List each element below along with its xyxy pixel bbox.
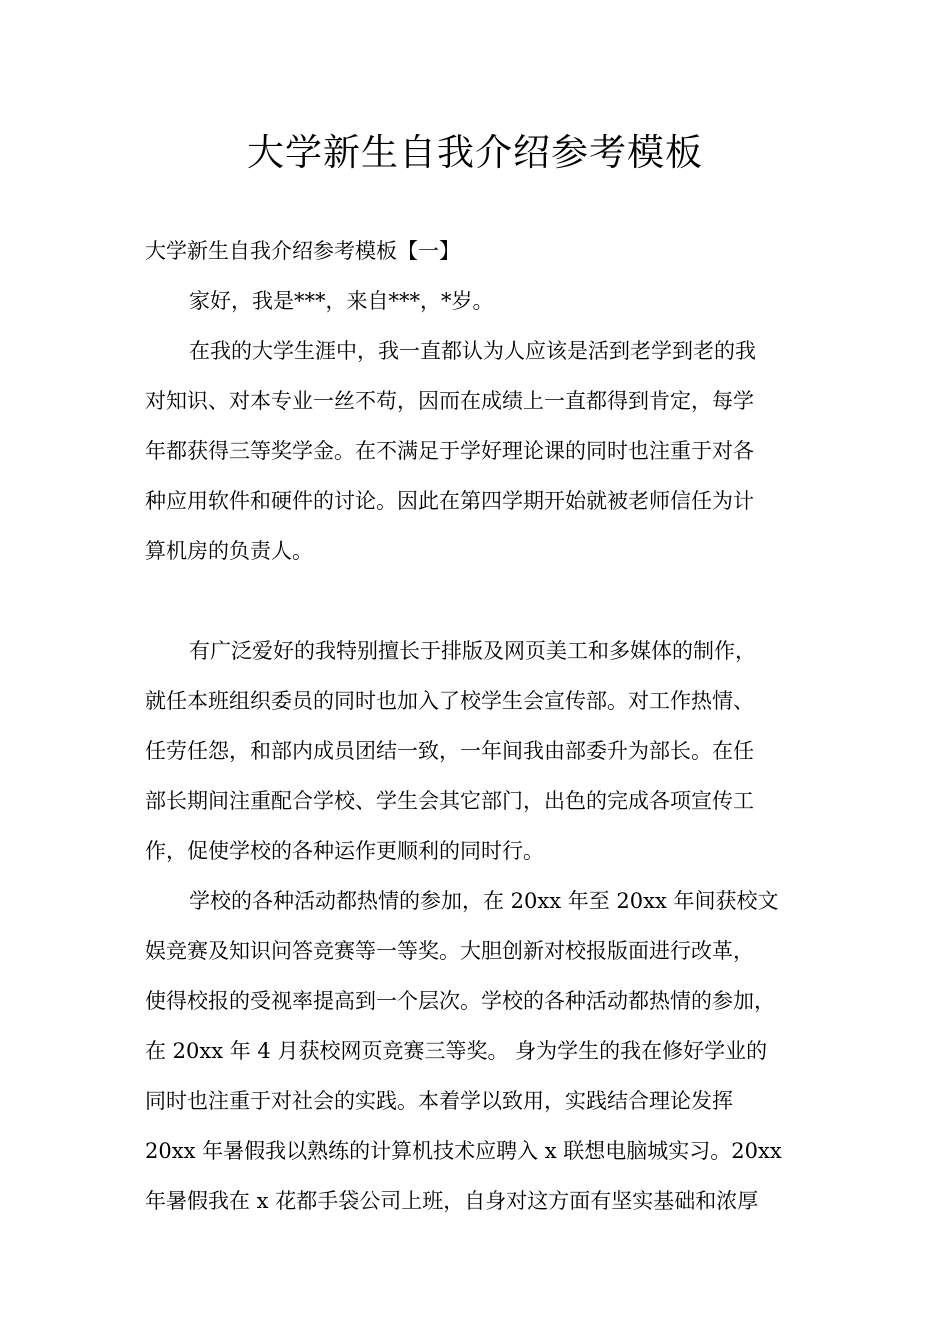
paragraph-line: 家好，我是***，来自***，*岁。	[189, 289, 494, 313]
paragraph-2	[145, 326, 810, 576]
paragraph-line: 在 20xx 年 4 月获校网页竞赛三等奖。 身为学生的我在修好学业的	[145, 1039, 768, 1063]
section-heading-block	[145, 226, 810, 276]
section-heading: 大学新生自我介绍参考模板【一】	[145, 239, 460, 263]
document-title: 大学新生自我介绍参考模板	[247, 131, 703, 174]
paragraph-line: 种应用软件和硬件的讨论。因此在第四学期开始就被老师信任为计	[145, 489, 754, 513]
paragraph-line: 就任本班组织委员的同时也加入了校学生会宣传部。对工作热情、	[145, 689, 754, 713]
paragraph-line: 娱竞赛及知识问答竞赛等一等奖。大胆创新对校报版面进行改革，	[145, 939, 754, 963]
paragraph-line: 在我的大学生涯中，我一直都认为人应该是活到老学到老的我	[189, 339, 756, 363]
paragraph-line: 部长期间注重配合学校、学生会其它部门，出色的完成各项宣传工	[145, 789, 754, 813]
paragraph-1	[145, 276, 810, 326]
paragraph-line: 算机房的负责人。	[145, 539, 313, 563]
paragraph-line: 20xx 年暑假我以熟练的计算机技术应聘入 x 联想电脑城实习。20xx	[145, 1139, 782, 1163]
paragraph-line: 任劳任怨，和部内成员团结一致，一年间我由部委升为部长。在任	[145, 739, 754, 763]
paragraph-line: 作，促使学校的各种运作更顺利的同时行。	[145, 839, 544, 863]
paragraph-line: 使得校报的受视率提高到一个层次。学校的各种活动都热情的参加，	[145, 989, 775, 1013]
paragraph-4	[145, 876, 810, 1226]
paragraph-line: 年都获得三等奖学金。在不满足于学好理论课的同时也注重于对各	[145, 439, 754, 463]
paragraph-line: 同时也注重于对社会的实践。本着学以致用，实践结合理论发挥	[145, 1089, 733, 1113]
paragraph-line: 有广泛爱好的我特别擅长于排版及网页美工和多媒体的制作，	[189, 639, 756, 663]
paragraph-line: 年暑假我在 x 花都手袋公司上班，自身对这方面有坚实基础和浓厚	[145, 1189, 759, 1213]
paragraph-line: 学校的各种活动都热情的参加，在 20xx 年至 20xx 年间获校文	[189, 889, 779, 913]
paragraph-line: 对知识、对本专业一丝不苟，因而在成绩上一直都得到肯定，每学	[145, 389, 754, 413]
paragraph-3	[145, 626, 810, 876]
